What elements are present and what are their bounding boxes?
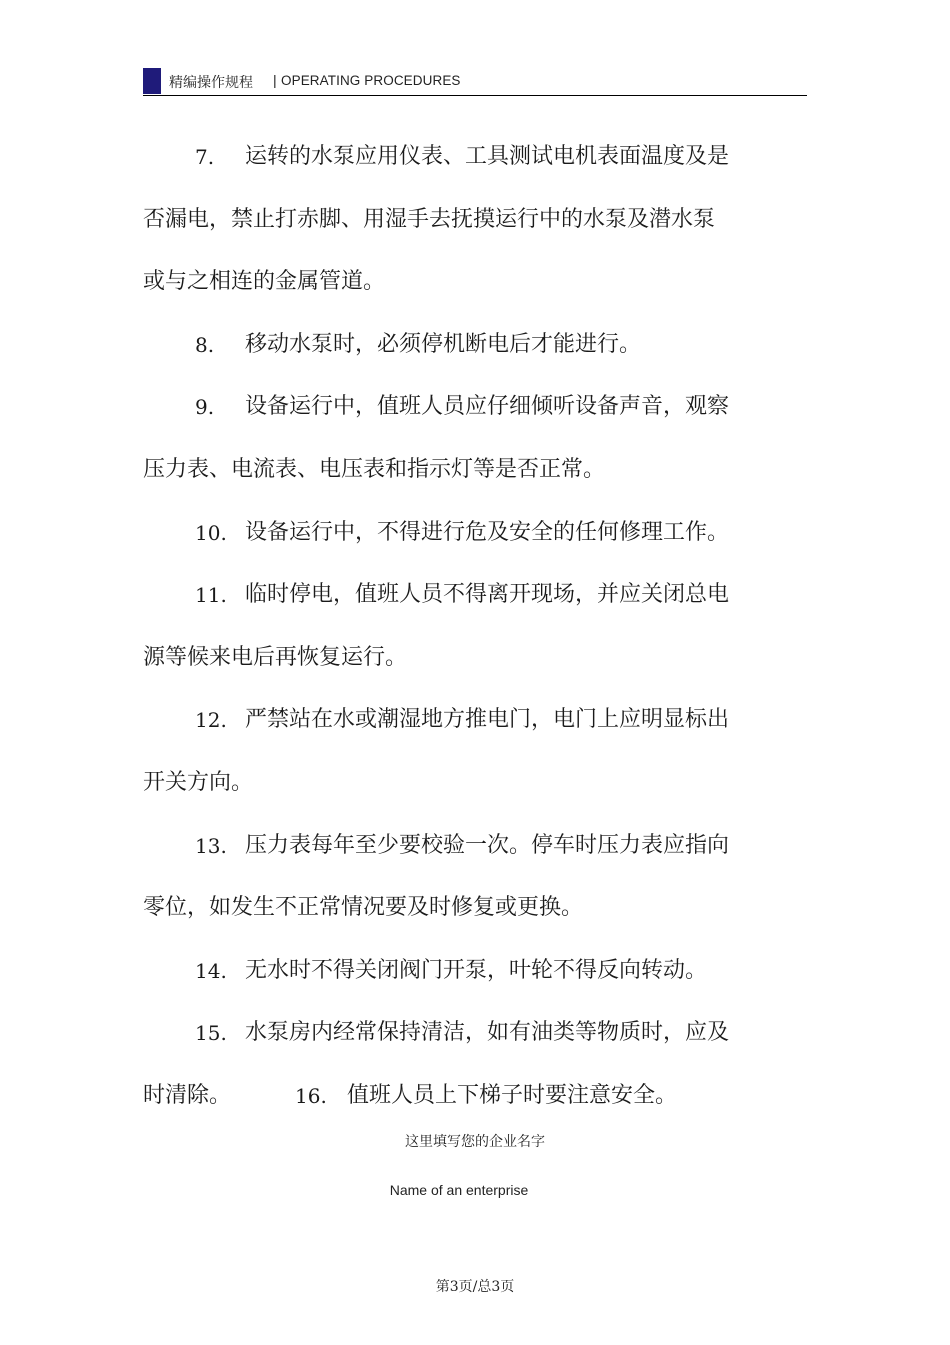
paragraph-line (143, 502, 763, 565)
paragraph-line (143, 564, 763, 627)
paragraph-line (143, 439, 763, 502)
item-text: 水泵房内经常保持清洁，如有油类等物质时，应及 (245, 1020, 730, 1046)
paragraph-line (143, 314, 763, 377)
item-text: 临时停电，值班人员不得离开现场，并应关闭总电 (245, 582, 730, 608)
paragraph-line (143, 1002, 763, 1065)
item-text: 时清除。 (143, 1082, 232, 1108)
item-number: 16. (295, 1083, 327, 1108)
paragraph-line (143, 940, 763, 1003)
item-text: 值班人员上下梯子时要注意安全。 (347, 1082, 678, 1108)
company-name-english: Name of an enterprise (389, 1182, 529, 1198)
item-text: 无水时不得关闭阀门开泵，叶轮不得反向转动。 (245, 957, 708, 983)
item-text: 压力表、电流表、电压表和指示灯等是否正常。 (143, 456, 606, 482)
item-text: 严禁站在水或潮湿地方推电门，电门上应明显标出 (245, 707, 730, 733)
document-header (143, 66, 807, 96)
paragraph-line (143, 627, 763, 690)
paragraph-line (143, 815, 763, 878)
item-text: 压力表每年至少要校验一次。停车时压力表应指向 (245, 832, 730, 858)
item-number: 10. (195, 520, 227, 545)
item-text: 零位，如发生不正常情况要及时修复或更换。 (143, 895, 584, 921)
paragraph-line (143, 376, 763, 439)
item-text: 开关方向。 (143, 769, 254, 795)
document-body (143, 126, 763, 1128)
item-number: 15. (195, 1021, 227, 1046)
item-number: 7. (195, 145, 215, 169)
item-number: 11. (195, 583, 227, 608)
paragraph-line (143, 189, 763, 252)
paragraph-line (143, 126, 763, 189)
logo-icon (143, 68, 161, 94)
header-separator: | (273, 72, 277, 88)
item-text: 设备运行中，不得进行危及安全的任何修理工作。 (245, 519, 730, 545)
company-name-placeholder: 这里填写您的企业名字 (405, 1134, 545, 1150)
item-number: 8. (195, 332, 215, 357)
item-text: 设备运行中，值班人员应仔细倾听设备声音，观察 (245, 394, 730, 420)
paragraph-line (143, 251, 763, 314)
item-number: 14. (195, 958, 227, 983)
paragraph-line (143, 1065, 763, 1128)
header-title: 精编操作规程 (169, 75, 253, 91)
item-number: 9. (195, 395, 215, 420)
page-number: 第3页/总3页 (435, 1279, 515, 1295)
paragraph-line (143, 877, 763, 940)
paragraph-line (143, 689, 763, 752)
paragraph-line (143, 752, 763, 815)
item-text: 移动水泵时，必须停机断电后才能进行。 (245, 331, 642, 357)
header-subtitle: OPERATING PROCEDURES (281, 73, 461, 88)
item-number: 13. (195, 833, 227, 858)
item-text: 或与之相连的金属管道。 (143, 269, 386, 295)
item-text: 否漏电，禁止打赤脚、用湿手去抚摸运行中的水泵及潜水泵 (143, 206, 716, 232)
item-text: 运转的水泵应用仪表、工具测试电机表面温度及是 (245, 144, 730, 169)
item-text: 源等候来电后再恢复运行。 (143, 644, 408, 670)
item-number: 12. (195, 708, 227, 733)
header-rule (143, 95, 807, 96)
